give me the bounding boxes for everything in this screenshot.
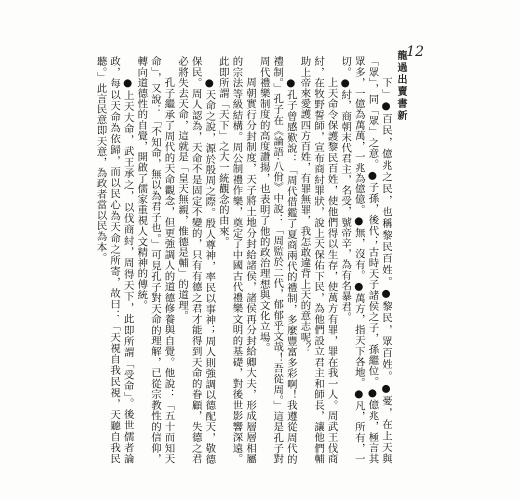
paragraph: 上天命令保護黎民百姓，使他們得以生存，使萬方有罪，罪在我一人。周武王伐商紂，在牧野誓師，宣布商紂罪狀，說上天保佑下民，為他們設立君主和師長，讓他們輔助上帝來愛護四方百姓，有罪無罪，我怎敢違背上天的意志呢？ — [298, 56, 338, 464]
paragraph: 下」●百民，億兆之民，也稱黎民百姓。●黎民，眾百姓。●憂，在上天與「眾」，同「眾」之意。●子孫，後代；古時天子諸侯之子，孫繼位。●億兆，極言其眾多，一億為萬萬，一兆為億億。●無，沒有。●萬方，指天下各地。●凡，所有，一切。●紂，商朝末代君主，名受，號帝辛，為有名暴君。 — [339, 56, 392, 464]
paragraph: 周朝實行分封制度，天子將土地分封給諸侯，諸侯再分封給卿大夫，形成層層相屬的宗法等級結構。周公制禮作樂，奠定了中國古代禮樂文明的基礎，對後世影響深遠。此即所謂「天下」之大一統觀念的由來。 — [216, 56, 257, 464]
paragraph: 孔子繼承了周代的天命觀念，但更強調人的道德修養與自覺。他說：「五十而知天命」，又說：「不知命，無以為君子也。」可見孔子對天命的理解，已從宗教性的信仰，轉向道德性的自覺，開啟了儒家重視人文精神的傳統。 — [135, 56, 175, 464]
running-header: 龍過出賣書新 — [395, 50, 406, 122]
paragraph: ●上天大命，武王承之，以伐商紂，周得天下，此即所謂「受命」。後世儒者論政，每以天命為依歸，而以民心為天命之所寄，故曰：「天視自我民視，天聽自我民聽。」此言民意即天意，為政者當以民為本。 — [94, 56, 134, 464]
paragraph: ●孔子曾感歎說：「周代借鑑了夏商兩代的禮制，多麼豐富多彩啊！我遵從周代的禮制。」孔子在《論語‧八佾》中說：「周監於二代，郁郁乎文哉！吾從周。」這是孔子對周代禮樂制度的高度讚揚，也表明了他的政治理想與文化立場。 — [257, 56, 297, 464]
body-text — [80, 56, 392, 464]
paragraph: ●天命之說，源於殷周之際。殷人尊神，率民以事神；周人則強調以德配天，敬德保民。周人認為，天命不是固定不變的，只有有德之君才能得到天命的眷顧，失德之君必將失去天命，這就是「皇天無親，惟德是輔」的道理。 — [176, 56, 216, 464]
page-number: 12 — [406, 44, 424, 60]
